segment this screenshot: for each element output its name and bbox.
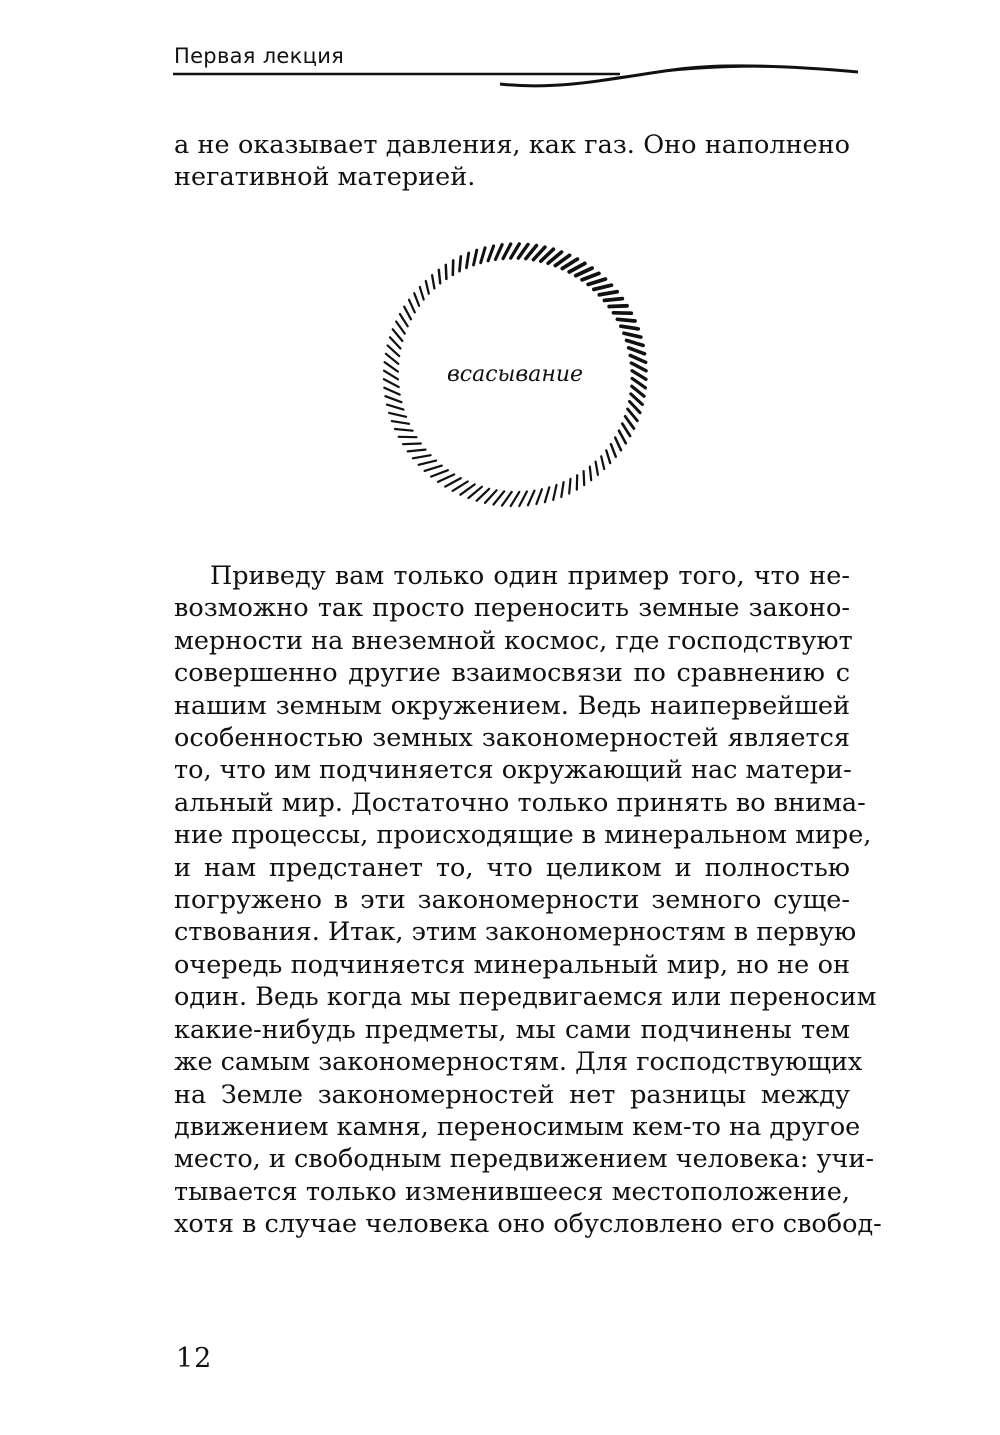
hatch-stroke [396, 322, 405, 334]
hatch-stroke [439, 270, 440, 284]
hatch-stroke [395, 429, 413, 431]
hatch-stroke [413, 455, 431, 458]
hatch-stroke [528, 491, 535, 506]
text-line: ние процессы, происходящие в минеральном мире, [174, 820, 872, 851]
text-line: возможно так просто переносить земные законо- [174, 593, 850, 624]
absorption-circle-figure [370, 238, 660, 513]
hatch-stroke [630, 355, 646, 362]
hatch-stroke [425, 466, 442, 471]
text-line: ствования. Итак, этим закономерностям в первую [174, 917, 857, 948]
hatch-stroke [409, 300, 415, 313]
hatch-stroke [460, 257, 461, 272]
hatch-stroke [404, 307, 411, 320]
text-line: тывается только изменившееся местоположение, [174, 1176, 850, 1207]
text-line: а не оказывает давления, как газ. Оно наполнено [174, 130, 850, 160]
hatch-stroke [414, 293, 419, 306]
hatch-stroke [627, 340, 644, 345]
hatch-stroke [588, 279, 605, 284]
hatch-stroke [629, 348, 645, 354]
text-line: один. Ведь когда мы передвигаемся или переносим [174, 982, 877, 1013]
hatch-stroke [388, 346, 400, 357]
hatch-stroke [488, 246, 494, 261]
text-line: нашим земным окружением. Ведь наипервейшей [174, 690, 850, 721]
hatch-stroke [631, 363, 646, 371]
text-line: мерности на внеземной космос, где господствуют [174, 625, 853, 656]
running-head: Первая лекция [174, 44, 345, 68]
hatch-stroke [384, 379, 399, 387]
hatch-stroke [594, 285, 612, 289]
hatch-stroke [387, 405, 404, 410]
hatch-stroke [624, 333, 641, 337]
text-line: движением камня, переносимым кем-то на другое [174, 1111, 861, 1142]
hatch-stroke [605, 299, 623, 301]
hatch-stroke [426, 281, 429, 294]
hatch-stroke [503, 244, 511, 259]
hatch-stroke [420, 287, 424, 300]
text-line: Приведу вам только один пример того, что не- [210, 561, 850, 591]
hatch-stroke [601, 456, 604, 469]
hatch-stroke [619, 431, 626, 444]
hatch-stroke [621, 326, 638, 329]
hatch-stroke [419, 461, 437, 465]
text-line: же самым закономерностям. Для господствующих [174, 1047, 863, 1078]
hatch-stroke [496, 245, 503, 260]
hatch-stroke [545, 487, 549, 502]
hatch-stroke [628, 409, 638, 421]
text-line: то, что им подчиняется окружающий нас матери- [174, 755, 852, 786]
hatch-stroke [390, 337, 401, 348]
hatch-stroke [481, 248, 485, 263]
hatch-stroke [519, 492, 527, 507]
hatch-stroke [582, 273, 599, 279]
hatch-stroke [536, 489, 542, 504]
main-paragraph [174, 560, 882, 1241]
page-number: 12 [176, 1343, 213, 1374]
hatch-stroke [474, 250, 477, 265]
hatch-stroke [389, 413, 406, 417]
text-line: и нам предстанет то, что целиком и полностью [174, 852, 850, 883]
hatch-stroke [384, 388, 400, 395]
hatch-stroke [385, 396, 401, 402]
hatch-stroke [596, 462, 598, 475]
hatch-stroke [384, 371, 398, 380]
hatch-stroke [561, 482, 563, 497]
hatch-stroke [466, 253, 468, 268]
hatch-stroke [445, 478, 461, 487]
hatch-stroke [615, 438, 621, 451]
hatch-stroke [576, 268, 592, 276]
hatch-stroke [606, 450, 610, 463]
text-line: место, и свободным передвижением человека: учи- [174, 1144, 874, 1175]
hatch-stroke [431, 470, 448, 476]
hatch-stroke [553, 485, 556, 500]
hatch-stroke [611, 444, 616, 457]
hatch-stroke [393, 329, 403, 341]
hatch-stroke [625, 416, 634, 428]
hatch-stroke [453, 482, 468, 491]
hatch-stroke [408, 450, 426, 452]
header-rule-flourish [170, 58, 860, 98]
text-line: погружено в эти закономерности земного суще- [174, 885, 850, 916]
hatch-stroke [403, 444, 421, 445]
hatch-stroke [569, 479, 570, 494]
text-line: совершенно другие взаимосвязи по сравнению с [174, 658, 850, 689]
text-line: альный мир. Достаточно только принять во внима- [174, 787, 866, 818]
text-line: особенностью земных закономерностей является [174, 723, 850, 754]
hatch-stroke [599, 292, 617, 295]
text-line: негативной материей. [174, 162, 476, 193]
hatch-stroke [386, 354, 398, 364]
hatch-stroke [609, 306, 627, 307]
text-line: какие-нибудь предметы, мы сами подчинены тем [174, 1014, 850, 1045]
hatch-stroke [438, 474, 454, 482]
hatch-stroke [392, 421, 409, 424]
hatch-stroke [590, 467, 591, 481]
text-line: на Земле закономерностей нет разницы между [174, 1079, 850, 1110]
hatch-stroke [617, 319, 635, 321]
text-line: очередь подчиняется минеральный мир, но не он [174, 949, 850, 980]
hatch-stroke [511, 492, 520, 506]
hatch-stroke [584, 471, 585, 485]
figure-label: всасывание [446, 362, 584, 387]
hatch-stroke [432, 275, 434, 288]
hatch-stroke [400, 314, 408, 326]
hatch-stroke [385, 362, 398, 371]
hatch-stroke [446, 265, 447, 279]
hatch-stroke [622, 424, 630, 436]
text-line: хотя в случае человека оно обусловлено его свобод- [174, 1209, 882, 1240]
intro-text [174, 129, 850, 194]
